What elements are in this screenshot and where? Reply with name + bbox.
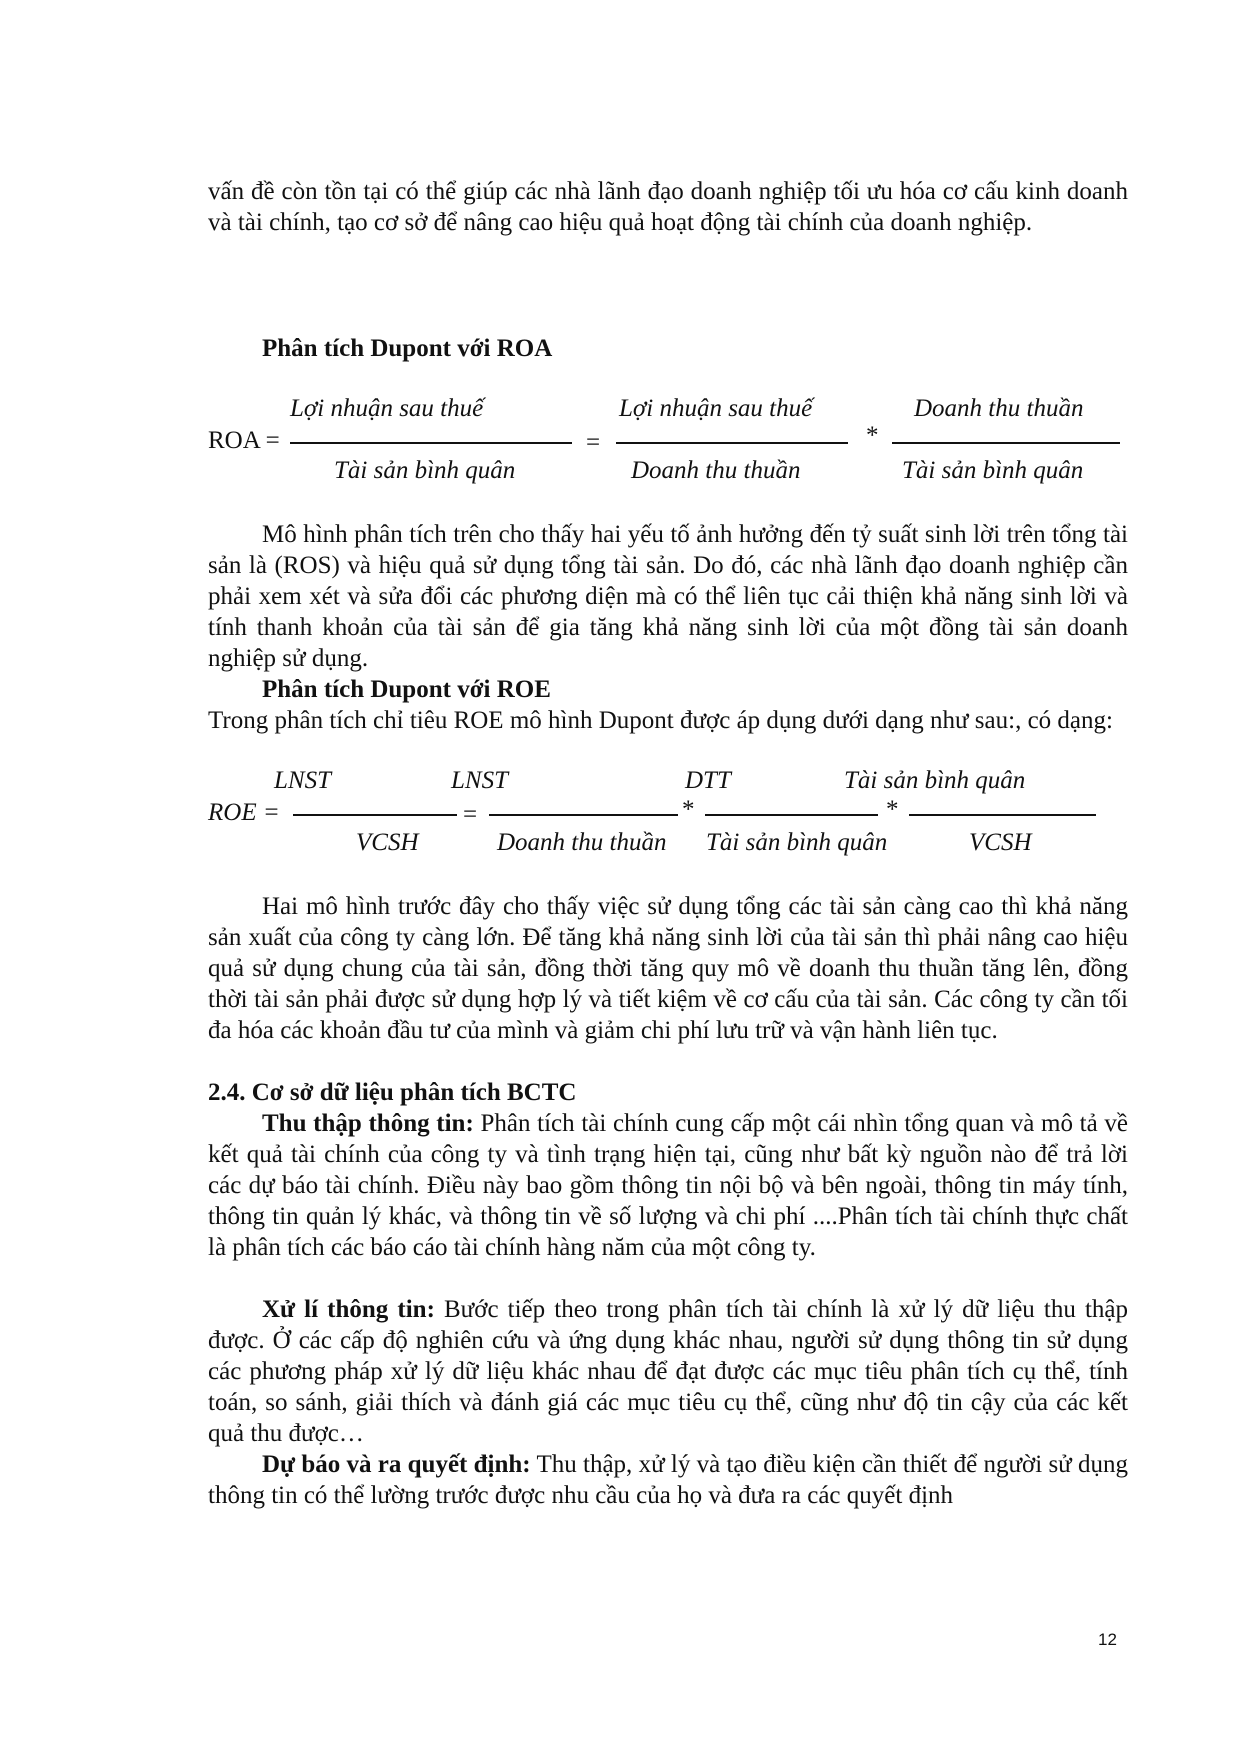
roe-fraction-bar-1 bbox=[293, 814, 457, 816]
roe-num-2: LNST bbox=[451, 767, 508, 794]
roe-fraction-bar-4 bbox=[909, 814, 1096, 816]
forecast-paragraph bbox=[208, 1449, 1128, 1511]
roe-den-2: Doanh thu thuần bbox=[497, 829, 667, 856]
roa-times: * bbox=[866, 422, 879, 449]
roa-equals: = bbox=[586, 429, 601, 456]
info-processing-paragraph bbox=[208, 1294, 1128, 1449]
roe-num-1: LNST bbox=[274, 767, 331, 794]
roa-heading: Phân tích Dupont với ROA bbox=[262, 335, 553, 362]
roa-den-1: Tài sản bình quân bbox=[334, 457, 516, 484]
roe-den-4: VCSH bbox=[969, 829, 1032, 856]
roe-den-1: VCSH bbox=[356, 829, 419, 856]
roe-lhs: ROE = bbox=[208, 799, 280, 826]
roe-fraction-bar-2 bbox=[489, 814, 678, 816]
roa-fraction-bar-1 bbox=[290, 442, 572, 444]
roa-paragraph: Mô hình phân tích trên cho thấy hai yếu tố ảnh hưởng đến tỷ suất sinh lời trên tổng tài sản là (ROS) và hiệu quả sử dụng tổng tài sản. Do đó, các nhà lãnh đạo doanh nghiệp cần phải xem xét và sửa đổi các phương diện mà có thể liên tục cải thiện khả năng sinh lời và tính thanh khoản của tài sản để gia tăng khả năng sinh lời của một đồng tài sản doanh nghiệp sử dụng. bbox=[208, 521, 1128, 672]
roe-paragraph: Hai mô hình trước đây cho thấy việc sử dụng tổng các tài sản càng cao thì khả năng sản xuất của công ty càng lớn. Để tăng khả năng sinh lời của tài sản thì phải nâng cao hiệu quả sử dụng chung của tài sản, đồng thời tăng quy mô về doanh thu thuần tăng lên, đồng thời tài sản phải được sử dụng hợp lý và tiết kiệm về cơ cấu của tài sản. Các công ty cần tối đa hóa các khoản đầu tư của mình và giảm chi phí lưu trữ và vận hành liên tục. bbox=[208, 893, 1128, 1044]
roe-num-3: DTT bbox=[685, 767, 731, 794]
info-collection-paragraph bbox=[208, 1108, 1128, 1263]
roe-times-1: * bbox=[682, 796, 695, 823]
roa-lhs: ROA = bbox=[208, 427, 280, 454]
info-collection-text: Phân tích tài chính cung cấp một cái nhìn tổng quan và mô tả về kết quả tài chính của công ty và tình trạng hiện tại, cũng như bất kỳ nguồn nào để trả lời các dự báo tài chính. Điều này bao gồm thông tin nội bộ và bên ngoài, thông tin máy tính, thông tin quản lý khác, và thông tin về số lượng và chi phí ....Phân tích tài chính thực chất là phân tích các báo cáo tài chính hàng năm của một công ty. bbox=[208, 1110, 1128, 1261]
forecast-label: Dự báo và ra quyết định: bbox=[262, 1451, 531, 1478]
info-processing-label: Xử lí thông tin: bbox=[262, 1296, 435, 1323]
roa-num-3: Doanh thu thuần bbox=[914, 395, 1084, 422]
roe-equals: = bbox=[463, 801, 478, 828]
roe-heading: Phân tích Dupont với ROE bbox=[262, 676, 551, 703]
page-number: 12 bbox=[1098, 1630, 1117, 1649]
roe-times-2: * bbox=[886, 796, 899, 823]
roa-fraction-bar-3 bbox=[892, 442, 1120, 444]
roe-den-3: Tài sản bình quân bbox=[706, 829, 888, 856]
roe-fraction-bar-3 bbox=[705, 814, 878, 816]
roa-den-2: Doanh thu thuần bbox=[631, 457, 801, 484]
section-heading: 2.4. Cơ sở dữ liệu phân tích BCTC bbox=[208, 1079, 577, 1106]
roa-fraction-bar-2 bbox=[616, 442, 848, 444]
roa-num-2: Lợi nhuận sau thuế bbox=[619, 395, 813, 422]
roe-intro: Trong phân tích chỉ tiêu ROE mô hình Dupont được áp dụng dưới dạng như sau:, có dạng: bbox=[208, 707, 1113, 734]
forecast-text: Thu thập, xử lý và tạo điều kiện cần thiết để người sử dụng thông tin có thể lường trước được nhu cầu của họ và đưa ra các quyết định bbox=[208, 1451, 1128, 1509]
info-collection-label: Thu thập thông tin: bbox=[262, 1110, 474, 1137]
roe-num-4: Tài sản bình quân bbox=[844, 767, 1026, 794]
info-processing-text: Bước tiếp theo trong phân tích tài chính là xử lý dữ liệu thu thập được. Ở các cấp độ nghiên cứu và ứng dụng khác nhau, người sử dụng thông tin sử dụng các phương pháp xử lý dữ liệu khác nhau để đạt được các mục tiêu phân tích cụ thể, tính toán, so sánh, giải thích và đánh giá các mục tiêu cụ thể, cũng như độ tin cậy của các kết quả thu được… bbox=[208, 1296, 1128, 1447]
roa-den-3: Tài sản bình quân bbox=[902, 457, 1084, 484]
intro-paragraph: vấn đề còn tồn tại có thể giúp các nhà lãnh đạo doanh nghiệp tối ưu hóa cơ cấu kinh doanh và tài chính, tạo cơ sở để nâng cao hiệu quả hoạt động tài chính của doanh nghiệp. bbox=[208, 178, 1128, 236]
roa-num-1: Lợi nhuận sau thuế bbox=[290, 395, 484, 422]
